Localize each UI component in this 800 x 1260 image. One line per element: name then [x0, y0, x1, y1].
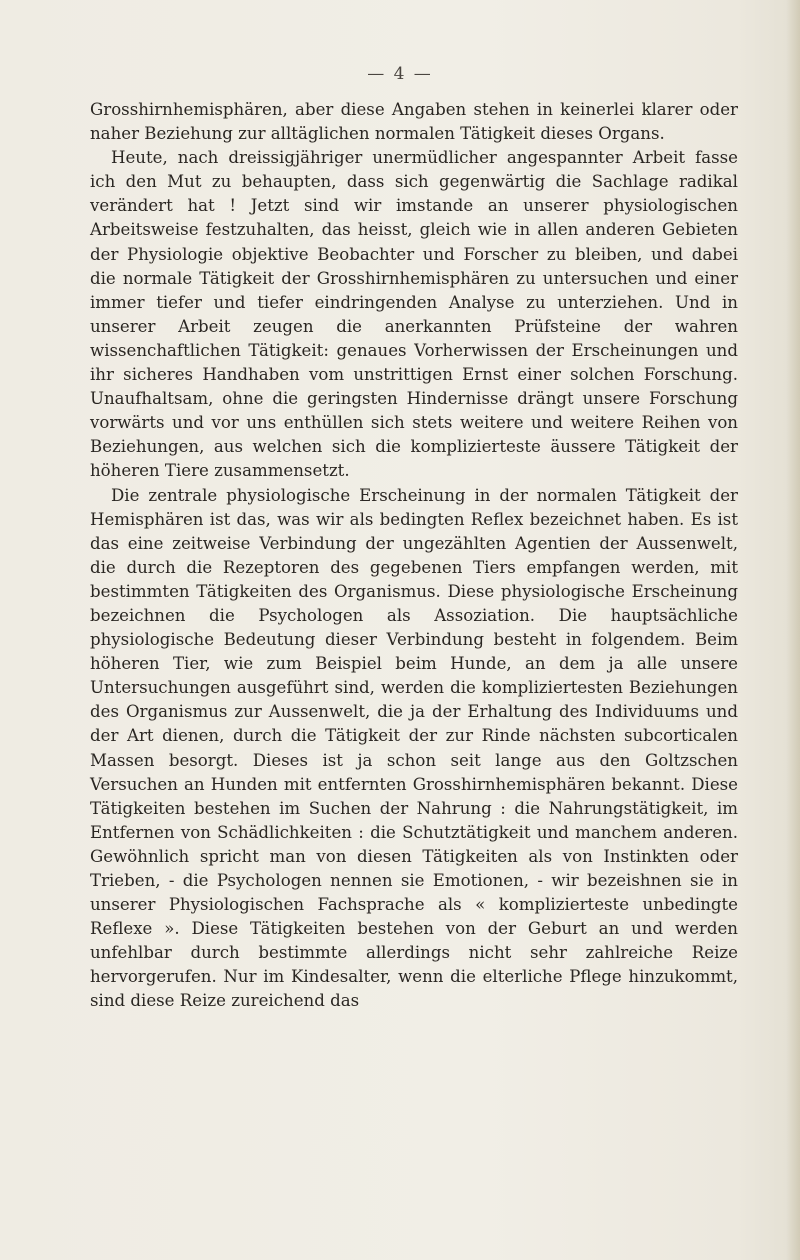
paragraph-2: Heute, nach dreissigjähriger unermüdlicher angespannter Arbeit fasse ich den Mut zu behaupten, dass sich gegenwärtig die Sachlage radikal verändert hat ! Jetzt sind wir imstande an unserer physiologischen Arbeitsweise festzuhalten, das heisst, gleich wie in allen anderen Gebieten der Physiologie objektive Beobachter und Forscher zu bleiben, und dabei die normale Tätigkeit der Grosshirnhemisphären zu untersuchen und einer immer tiefer und tiefer eindringenden Analyse zu unterziehen. Und in unserer Arbeit zeugen die anerkannten Prüfsteine der wahren wissenchaftlichen Tätigkeit: genaues Vorherwissen der Erscheinungen und ihr sicheres Handhaben vom unstrittigen Ernst einer solchen Forschung. Unaufhaltsam, ohne die geringsten Hindernisse drängt unsere Forschung vorwärts und vor uns enthüllen sich stets weitere und weitere Reihen von Beziehungen, aus welchen sich die komplizierteste äussere Tätigkeit der höheren Tiere zusammensetzt. — [90, 148, 738, 481]
paragraph-1: Grosshirnhemisphären, aber diese Angaben stehen in keinerlei klarer oder naher Beziehung zur alltäglichen normalen Tätigkeit dieses Organs. — [90, 100, 738, 144]
page-number-header: — 4 — — [367, 64, 433, 84]
paragraph-3: Die zentrale physiologische Erscheinung in der normalen Tätigkeit der Hemisphären ist das, was wir als bedingten Reflex bezeichnet haben. Es ist das eine zeitweise Verbindung der ungezählten Agentien der Aussenwelt, die durch die Rezeptoren des gegebenen Tiers empfangen werden, mit bestimmten Tätigkeiten des Organismus. Diese physiologische Erscheinung bezeichnen die Psychologen als Assoziation. Die hauptsächliche physiologische Bedeutung dieser Verbindung besteht in folgendem. Beim höheren Tier, wie zum Beispiel beim Hunde, an dem ja alle unsere Untersuchungen ausgeführt sind, werden die kompliziertesten Beziehungen des Organismus zur Aussenwelt, die ja der Erhaltung des Individuums und der Art dienen, durch die Tätigkeit der zur Rinde nächsten subcorticalen Massen besorgt. Dieses ist ja schon seit lange aus den Goltzschen Versuchen an Hunden mit entfernten Grosshirnhemisphären bekannt. Diese Tätigkeiten bestehen im Suchen der Nahrung : die Nahrungstätigkeit, im Entfernen von Schädlichkeiten : die Schutztätigkeit und manchem anderen. Gewöhnlich spricht man von diesen Tätigkeiten als von Instinkten oder Trieben, - die Psychologen nennen sie Emotionen, - wir bezeishnen sie in unserer Physiologischen Fachsprache als « komplizierteste unbedingte Reflexe ». Diese Tätigkeiten bestehen von der Geburt an und werden unfehlbar durch bestimmte allerdings nicht sehr zahlreiche Reize hervorgerufen. Nur im Kindesalter, wenn die elterliche Pflege hinzukommt, sind diese Reize zureichend das — [90, 485, 738, 1011]
body-text — [90, 98, 738, 1014]
page-edge-shadow — [786, 0, 800, 1260]
